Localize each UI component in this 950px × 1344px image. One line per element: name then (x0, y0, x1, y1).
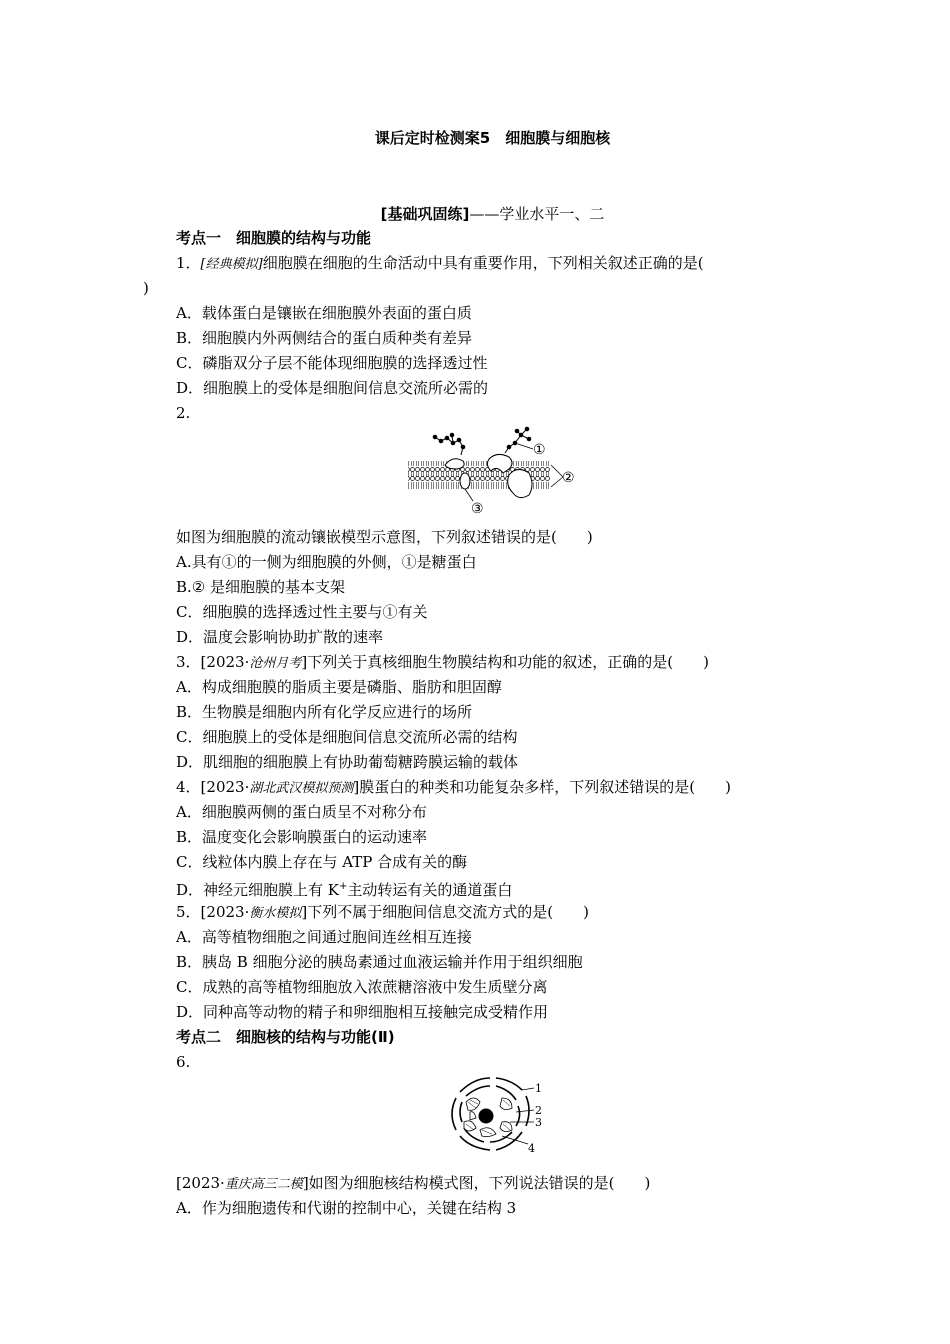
question-number: 3．[2023· (176, 653, 250, 671)
question-4-stem (176, 778, 731, 798)
membrane-diagram (405, 425, 585, 517)
question-number: [2023· (176, 1174, 225, 1192)
question-source: 衡水模拟 (249, 906, 302, 921)
figure-label-3: ③ (471, 501, 484, 517)
question-2-option-d: D．温度会影响协助扩散的速率 (176, 628, 384, 646)
question-5-option-c: C．成熟的高等植物细胞放入浓蔗糖溶液中发生质壁分离 (176, 978, 548, 996)
transmembrane-protein (508, 469, 532, 497)
label-4-leader (502, 1136, 528, 1144)
figure-label-2: 2 (535, 1104, 542, 1117)
question-2-option-b: B.② 是细胞膜的基本支架 (176, 578, 346, 596)
question-3-option-b: B．生物膜是细胞内所有化学反应进行的场所 (176, 703, 473, 721)
question-1-option-c: C．磷脂双分子层不能体现细胞膜的选择透过性 (176, 354, 488, 372)
section-subtitle: ——学业水平一、二 (469, 205, 605, 223)
question-number: 4．[2023· (176, 778, 250, 796)
membrane-protein-small (460, 473, 470, 489)
nucleolus (479, 1109, 494, 1124)
question-6-stem (176, 1174, 650, 1194)
question-4-option-d (176, 878, 512, 899)
label-1-leader (522, 1088, 534, 1090)
question-6-number: 6. (176, 1053, 191, 1071)
question-6-option-a: A．作为细胞遗传和代谢的控制中心，关键在结构 3 (176, 1199, 517, 1217)
section-bracket: [基础巩固练] (380, 205, 470, 223)
question-5-option-b: B．胰岛 B 细胞分泌的胰岛素通过血液运输并作用于组织细胞 (176, 953, 583, 971)
figure-label-2: ② (562, 470, 575, 486)
figure-label-3: 3 (535, 1116, 542, 1129)
question-3-stem (176, 653, 709, 673)
topic-heading-1: 考点一 细胞膜的结构与功能 (176, 229, 372, 247)
label-3-leader (465, 489, 473, 501)
question-2-stem: 如图为细胞膜的流动镶嵌模型示意图，下列叙述错误的是( ) (176, 528, 593, 546)
figure-label-1: ① (533, 442, 546, 458)
peripheral-protein (445, 459, 464, 469)
question-text: 细胞膜在细胞的生命活动中具有重要作用，下列相关叙述正确的是( (262, 254, 704, 272)
figure-label-1: 1 (535, 1082, 542, 1095)
question-number: 1． (176, 254, 201, 272)
question-text: ]如图为细胞核结构模式图，下列说法错误的是( ) (302, 1174, 651, 1192)
option-text: 主动转运有关的通道蛋白 (347, 881, 513, 899)
question-number: 5．[2023· (176, 903, 250, 921)
question-4-option-a: A．细胞膜两侧的蛋白质呈不对称分布 (176, 803, 427, 821)
topic-heading-2: 考点二 细胞核的结构与功能(Ⅱ) (176, 1028, 395, 1046)
question-5-option-d: D．同种高等动物的精子和卵细胞相互接触完成受精作用 (176, 1003, 549, 1021)
question-4-option-c: C．线粒体内膜上存在与 ATP 合成有关的酶 (176, 853, 468, 871)
question-2-option-a: A.具有①的一侧为细胞膜的外侧，①是糖蛋白 (176, 553, 477, 571)
section-header (0, 203, 950, 224)
question-3-option-a: A．构成细胞膜的脂质主要是磷脂、脂肪和胆固醇 (176, 678, 502, 696)
question-3-option-d: D．肌细胞的细胞膜上有协助葡萄糖跨膜运输的载体 (176, 753, 519, 771)
question-text: ]下列关于真核细胞生物膜结构和功能的叙述，正确的是( ) (301, 653, 709, 671)
question-source: 湖北武汉模拟预测 (249, 781, 354, 796)
question-1-close-paren: ) (143, 279, 149, 297)
ion-charge: + (339, 881, 348, 892)
question-source: [经典模拟] (200, 257, 263, 272)
question-1-stem (176, 254, 704, 274)
glycocalyx-chain-right (505, 427, 531, 453)
question-text: ]下列不属于细胞间信息交流方式的是( ) (301, 903, 589, 921)
question-2-option-c: C．细胞膜的选择透过性主要与①有关 (176, 603, 428, 621)
question-5-stem (176, 903, 589, 923)
question-5-option-a: A．高等植物细胞之间通过胞间连丝相互连接 (176, 928, 472, 946)
option-text: D．神经元细胞膜上有 K (176, 881, 340, 899)
question-source: 沧州月考 (249, 656, 302, 671)
question-source: 重庆高三二模 (224, 1177, 303, 1192)
question-3-option-c: C．细胞膜上的受体是细胞间信息交流所必需的结构 (176, 728, 518, 746)
question-1-option-d: D．细胞膜上的受体是细胞间信息交流所必需的 (176, 379, 489, 397)
label-1-leader (515, 443, 533, 449)
glycocalyx-chain-left (433, 433, 465, 455)
nucleus-diagram (440, 1072, 550, 1158)
page-title: 课后定时检测案5 细胞膜与细胞核 (374, 129, 611, 147)
question-1-option-a: A．载体蛋白是镶嵌在细胞膜外表面的蛋白质 (176, 304, 472, 322)
question-1-option-b: B．细胞膜内外两侧结合的蛋白质种类有差异 (176, 329, 473, 347)
figure-label-4: 4 (528, 1142, 535, 1155)
question-text: ]膜蛋白的种类和功能复杂多样，下列叙述错误的是( ) (353, 778, 731, 796)
question-4-option-b: B．温度变化会影响膜蛋白的运动速率 (176, 828, 428, 846)
question-2-number: 2. (176, 404, 191, 422)
